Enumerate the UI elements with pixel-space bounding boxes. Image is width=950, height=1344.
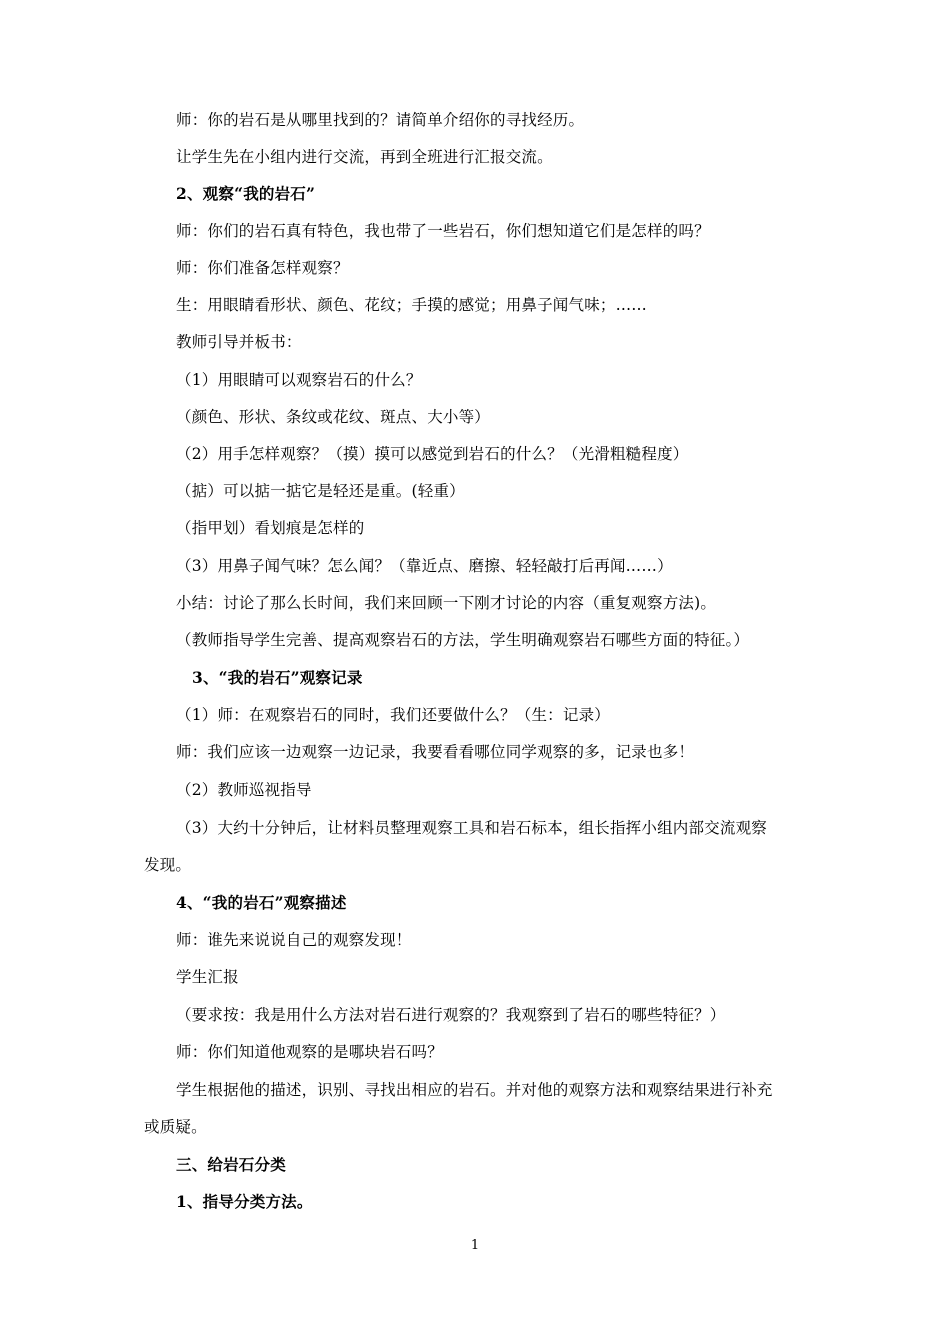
section-heading: 三、给岩石分类: [176, 1155, 286, 1174]
text-line: 或质疑。: [144, 1118, 207, 1136]
text-line: 师：你们准备怎样观察？: [176, 259, 349, 277]
text-line: 教师引导并板书：: [176, 333, 302, 351]
text-line: 学生根据他的描述，识别、寻找出相应的岩石。并对他的观察方法和观察结果进行补充: [176, 1081, 773, 1099]
text-line: 师：你们的岩石真有特色，我也带了一些岩石，你们想知道它们是怎样的吗？: [176, 222, 710, 240]
text-line: （掂）可以掂一掂它是轻还是重。(轻重）: [176, 482, 465, 500]
text-line: （1）师：在观察岩石的同时，我们还要做什么？（生：记录）: [176, 706, 610, 724]
text-line: （颜色、形状、条纹或花纹、斑点、大小等）: [176, 408, 491, 426]
text-line: （指甲划）看划痕是怎样的: [176, 519, 365, 537]
text-line: （3）大约十分钟后，让材料员整理观察工具和岩石标本，组长指挥小组内部交流观察: [176, 819, 767, 837]
text-line: 师：你们知道他观察的是哪块岩石吗？: [176, 1043, 443, 1061]
section-heading: 2、观察“我的岩石”: [176, 184, 316, 203]
text-line: 生：用眼睛看形状、颜色、花纹；手摸的感觉；用鼻子闻气味；……: [176, 296, 648, 314]
page-number: 1: [470, 1238, 480, 1253]
text-line: 师：谁先来说说自己的观察发现！: [176, 931, 412, 949]
text-line: 学生汇报: [176, 968, 239, 986]
text-line: 师：我们应该一边观察一边记录，我要看看哪位同学观察的多，记录也多！: [176, 743, 695, 761]
text-line: （3）用鼻子闻气味？怎么闻？（靠近点、磨擦、轻轻敲打后再闻……）: [176, 557, 673, 575]
text-line: （2）教师巡视指导: [176, 781, 312, 799]
text-line: 师：你的岩石是从哪里找到的？请简单介绍你的寻找经历。: [176, 111, 585, 129]
section-heading: 4、“我的岩石”观察描述: [176, 893, 347, 912]
text-line: （2）用手怎样观察？（摸）摸可以感觉到岩石的什么？（光滑粗糙程度）: [176, 445, 689, 463]
text-line: 发现。: [144, 856, 192, 874]
text-line: （1）用眼睛可以观察岩石的什么？: [176, 371, 422, 389]
text-line: （教师指导学生完善、提高观察岩石的方法，学生明确观察岩石哪些方面的特征。）: [176, 631, 750, 649]
text-line: 让学生先在小组内进行交流，再到全班进行汇报交流。: [176, 148, 553, 166]
text-line: 小结：讨论了那么长时间，我们来回顾一下刚才讨论的内容（重复观察方法)。: [176, 594, 717, 612]
section-heading: 3、“我的岩石”观察记录: [192, 668, 363, 687]
text-line: （要求按：我是用什么方法对岩石进行观察的？我观察到了岩石的哪些特征？）: [176, 1006, 726, 1024]
section-heading: 1、指导分类方法。: [176, 1192, 313, 1211]
